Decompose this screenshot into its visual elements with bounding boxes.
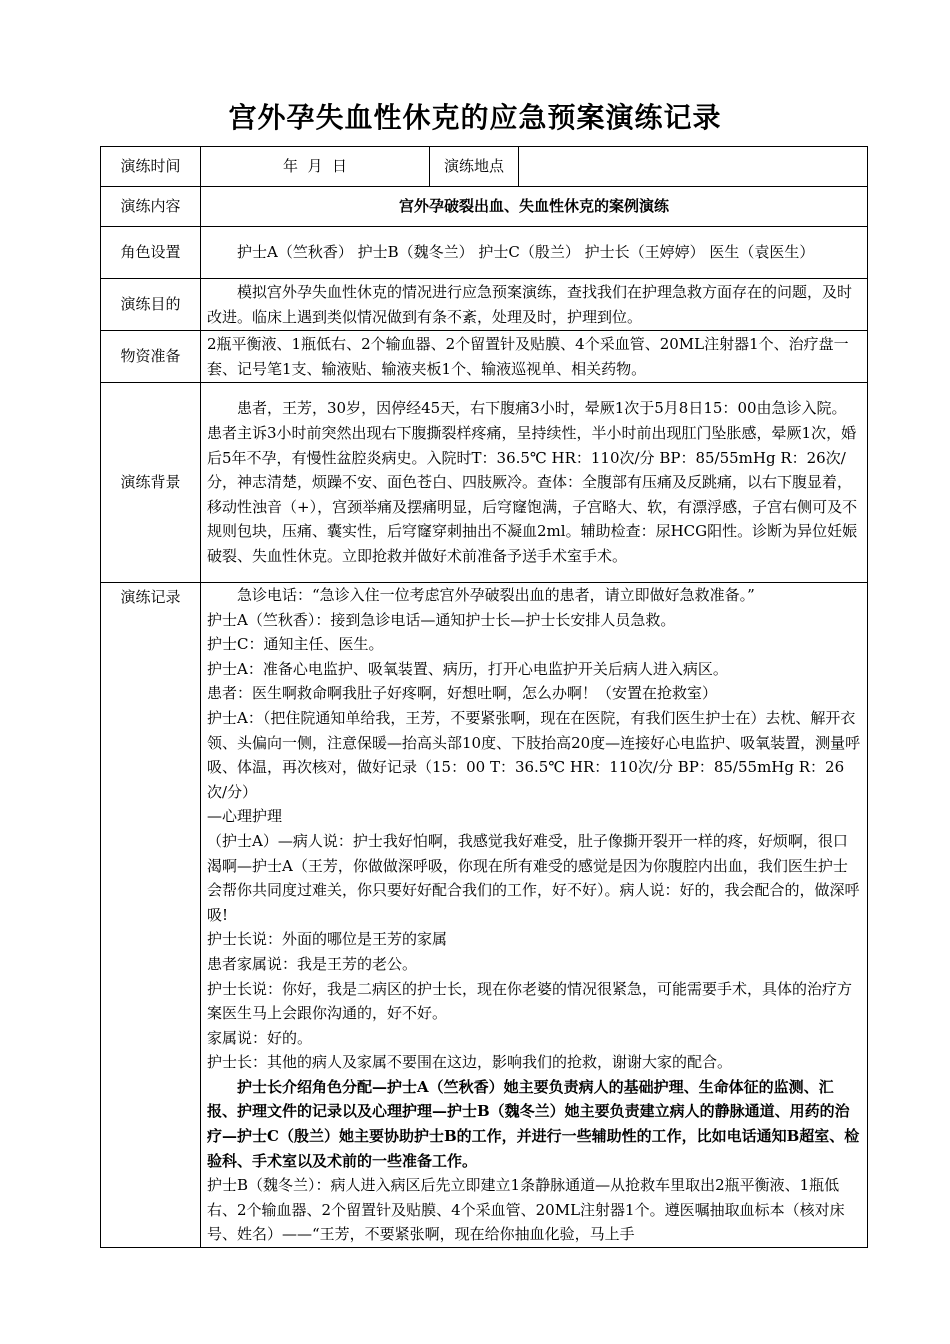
place-label: 演练地点 — [430, 147, 519, 187]
time-value: 年 月 日 — [201, 147, 430, 187]
content-label: 演练内容 — [101, 187, 201, 227]
time-label: 演练时间 — [101, 147, 201, 187]
record-paragraph: —心理护理 — [207, 807, 283, 826]
row-purpose — [101, 279, 868, 331]
purpose-value: 模拟宫外孕失血性休克的情况进行应急预案演练，查找我们在护理急救方面存在的问题，及时改进。临床上遇到类似情况做到有条不紊，处理及时，护理到位。 — [201, 279, 868, 331]
background-label: 演练背景 — [101, 383, 201, 583]
record-paragraph: 护士长说：你好，我是二病区的护士长，现在你老婆的情况很紧急，可能需要手术，具体的治疗方案医生马上会跟你沟通的，好不好。 — [207, 979, 853, 1023]
place-value — [519, 147, 868, 187]
record-paragraph: 护士A：准备心电监护、吸氧装置、病历，打开心电监护开关后病人进入病区。 — [207, 659, 728, 678]
row-content — [101, 187, 868, 227]
record-paragraph: 家属说：好的。 — [207, 1028, 313, 1047]
content-value: 宫外孕破裂出血、失血性休克的案例演练 — [201, 187, 868, 227]
materials-value: 2瓶平衡液、1瓶低右、2个输血器、2个留置针及贴膜、4个采血管、20ML注射器1个、治疗盘一套、记号笔1支、输液贴、输液夹板1个、输液巡视单、相关药物。 — [201, 331, 868, 383]
row-roles — [101, 227, 868, 279]
materials-label: 物资准备 — [101, 331, 201, 383]
row-materials — [101, 331, 868, 383]
record-paragraph: 患者：医生啊救命啊我肚子好疼啊，好想吐啊，怎么办啊！（安置在抢救室） — [207, 684, 718, 703]
record-paragraph: 患者家属说：我是王芳的老公。 — [207, 954, 418, 973]
record-content — [201, 583, 868, 1248]
record-paragraph: 护士A：（把住院通知单给我，王芳，不要紧张啊，现在在医院，有我们医生护士在）去枕、解开衣领、头偏向一侧，注意保暖—抬高头部10度、下肢抬高20度—连接好心电监护、吸氧装置，测量呼吸、体温，再次核对，做好记录（15：00 T：36.5℃ HR：110次/分 BP：85/55mHg R：26次/分） — [207, 708, 861, 801]
row-time — [101, 147, 868, 187]
roles-value: 护士A（竺秋香） 护士B（魏冬兰） 护士C（殷兰） 护士长（王婷婷） 医生（袁医生） — [201, 227, 868, 279]
drill-record-table — [100, 146, 868, 1248]
record-paragraph: （护士A）—病人说：护士我好怕啊，我感觉我好难受，肚子像撕开裂开一样的疼，好烦啊，很口渴啊—护士A（王芳，你做做深呼吸，你现在所有难受的感觉是因为你腹腔内出血，我们医生护士会帮你共同度过难关，你只要好好配合我们的工作，好不好）。病人说：好的，我会配合的，做深呼吸! — [207, 831, 860, 924]
row-background — [101, 383, 868, 583]
record-paragraph: 护士长：其他的病人及家属不要围在这边，影响我们的抢救，谢谢大家的配合。 — [207, 1053, 733, 1072]
record-paragraph: 护士长说：外面的哪位是王芳的家属 — [207, 930, 448, 949]
background-value: 患者，王芳，30岁，因停经45天，右下腹痛3小时，晕厥1次于5月8日15：00由急诊入院。患者主诉3小时前突然出现右下腹撕裂样疼痛，呈持续性，半小时前出现肛门坠胀感，晕厥1次，婚后5年不孕，有慢性盆腔炎病史。入院时T：36.5℃ HR：110次/分 BP：85/55mHg R：26次/分，神志清楚，烦躁不安、面色苍白、四肢厥冷。查体：全腹部有压痛及反跳痛，以右下腹显着，移动性浊音（+），宫颈举痛及摆痛明显，后穹窿饱满，子宫略大、软，有漂浮感，子宫右侧可及不规则包块，压痛、囊实性，后穹窿穿刺抽出不凝血2ml。辅助检查：尿HCG阳性。诊断为异位妊娠破裂、失血性休克。立即抢救并做好术前准备予送手术室手术。 — [201, 383, 868, 583]
record-paragraph: 护士C：通知主任、医生。 — [207, 635, 384, 654]
roles-label: 角色设置 — [101, 227, 201, 279]
record-label: 演练记录 — [101, 583, 201, 1248]
record-paragraph-bold: 护士长介绍角色分配—护士A（竺秋香）她主要负责病人的基础护理、生命体征的监测、汇报、护理文件的记录以及心理护理—护士B（魏冬兰）她主要负责建立病人的静脉通道、用药的治疗—护士C（殷兰）她主要协助护士B的工作，并进行一些辅助性的工作，比如电话通知B超室、检验科、手术室以及术前的一些准备工作。 — [207, 1077, 860, 1170]
record-paragraph: 护士B（魏冬兰）：病人进入病区后先立即建立1条静脉通道—从抢救车里取出2瓶平衡液、1瓶低右、2个输血器、2个留置针及贴膜、4个采血管、20ML注射器1个。遵医嘱抽取血标本（核对床号、姓名）——“王芳，不要紧张啊，现在给你抽血化验，马上手 — [207, 1176, 845, 1244]
purpose-label: 演练目的 — [101, 279, 201, 331]
row-record — [101, 583, 868, 1248]
page-title: 宫外孕失血性休克的应急预案演练记录 — [228, 101, 722, 134]
record-paragraph: 急诊电话：“急诊入住一位考虑宫外孕破裂出血的患者，请立即做好急救准备。” — [237, 586, 755, 604]
record-paragraph: 护士A（竺秋香）：接到急诊电话—通知护士长—护士长安排人员急救。 — [207, 610, 676, 629]
